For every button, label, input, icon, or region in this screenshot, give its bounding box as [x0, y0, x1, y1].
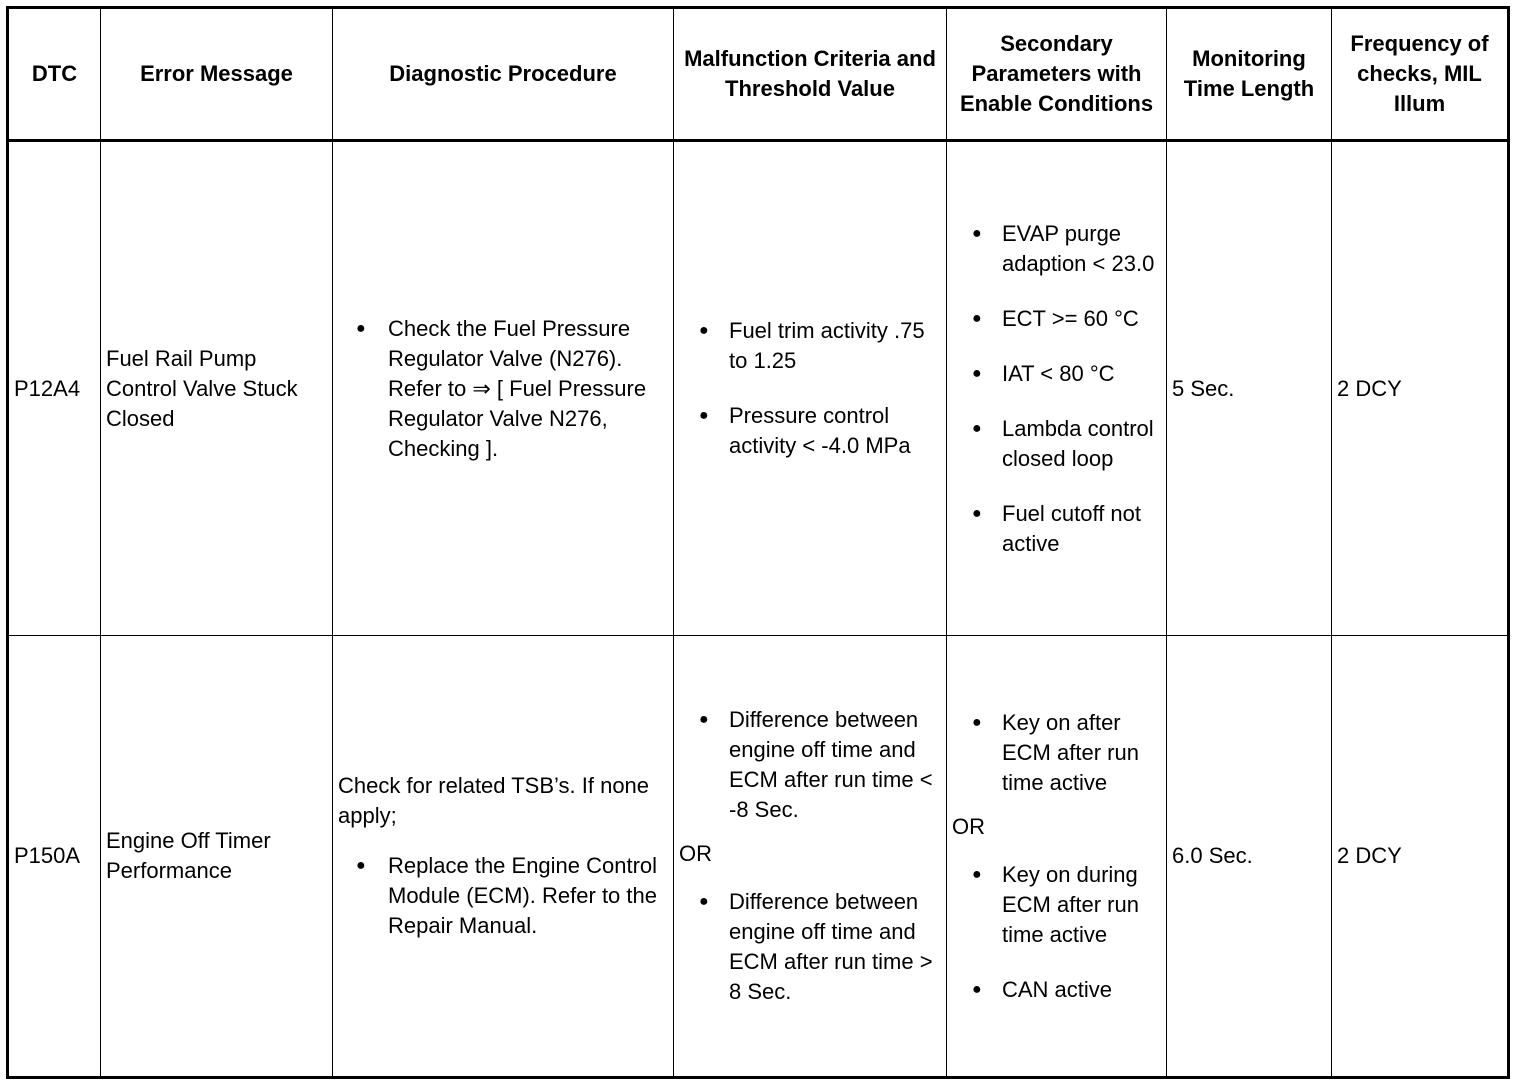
malfunction-criteria [674, 636, 947, 1078]
frequency: 2 DCY [1332, 141, 1509, 636]
header-dtc: DTC [8, 8, 101, 141]
diagnostic-procedure [333, 636, 674, 1078]
criteria-list [679, 316, 941, 461]
procedure-list [338, 851, 668, 941]
list-item: ● Key on after ECM after run time active [952, 708, 1161, 798]
or-separator: OR [679, 841, 712, 866]
monitoring-time: 5 Sec. [1167, 141, 1332, 636]
header-monitoring-time: Monitoring Time Length [1167, 8, 1332, 141]
conditions-list [952, 219, 1161, 559]
list-item: ● Key on during ECM after run time active [952, 860, 1161, 950]
criteria-list [679, 705, 941, 825]
list-item: ● Fuel trim activity .75 to 1.25 [679, 316, 941, 376]
table-row [8, 636, 1509, 1078]
malfunction-criteria [674, 141, 947, 636]
dtc-table [6, 6, 1510, 1079]
header-malfunction-criteria: Malfunction Criteria and Threshold Value [674, 8, 947, 141]
list-item: ● Replace the Engine Control Module (ECM). Refer to the Repair Manual. [338, 851, 668, 941]
list-item: ● EVAP purge adaption < 23.0 [952, 219, 1161, 279]
list-item: ● CAN active [952, 975, 1161, 1005]
list-item: ● Check the Fuel Pressure Regulator Valve (N276). Refer to ⇒ [ Fuel Pressure Regulator Valve N276, Checking ]. [338, 314, 668, 464]
conditions-list [952, 860, 1161, 1005]
list-item: ● Lambda control closed loop [952, 414, 1161, 474]
frequency: 2 DCY [1332, 636, 1509, 1078]
enable-conditions [947, 636, 1167, 1078]
header-frequency: Frequency of checks, MIL Illum [1332, 8, 1509, 141]
list-item: ● Difference between engine off time and ECM after run time < -8 Sec. [679, 705, 941, 825]
list-item: ● ECT >= 60 °C [952, 304, 1161, 334]
dtc-code: P150A [8, 636, 101, 1078]
list-item: ● Pressure control activity < -4.0 MPa [679, 401, 941, 461]
criteria-list [679, 887, 941, 1007]
header-diagnostic-procedure: Diagnostic Procedure [333, 8, 674, 141]
or-separator: OR [952, 813, 985, 839]
procedure-intro: Check for related TSB’s. If none apply; [338, 773, 650, 828]
header-error-message: Error Message [101, 8, 333, 141]
enable-conditions [947, 141, 1167, 636]
list-item: ● Difference between engine off time and ECM after run time > 8 Sec. [679, 887, 941, 1007]
procedure-list [338, 314, 668, 464]
list-item: ● IAT < 80 °C [952, 359, 1161, 389]
dtc-code: P12A4 [8, 141, 101, 636]
header-secondary-parameters: Secondary Parameters with Enable Conditions [947, 8, 1167, 141]
error-message: Fuel Rail Pump Control Valve Stuck Closed [101, 141, 333, 636]
dtc-document [6, 6, 1510, 1079]
conditions-list [952, 708, 1161, 798]
diagnostic-procedure [333, 141, 674, 636]
error-message: Engine Off Timer Performance [101, 636, 333, 1078]
table-row [8, 141, 1509, 636]
monitoring-time: 6.0 Sec. [1167, 636, 1332, 1078]
list-item: ● Fuel cutoff not active [952, 499, 1161, 559]
header-row [8, 8, 1509, 141]
